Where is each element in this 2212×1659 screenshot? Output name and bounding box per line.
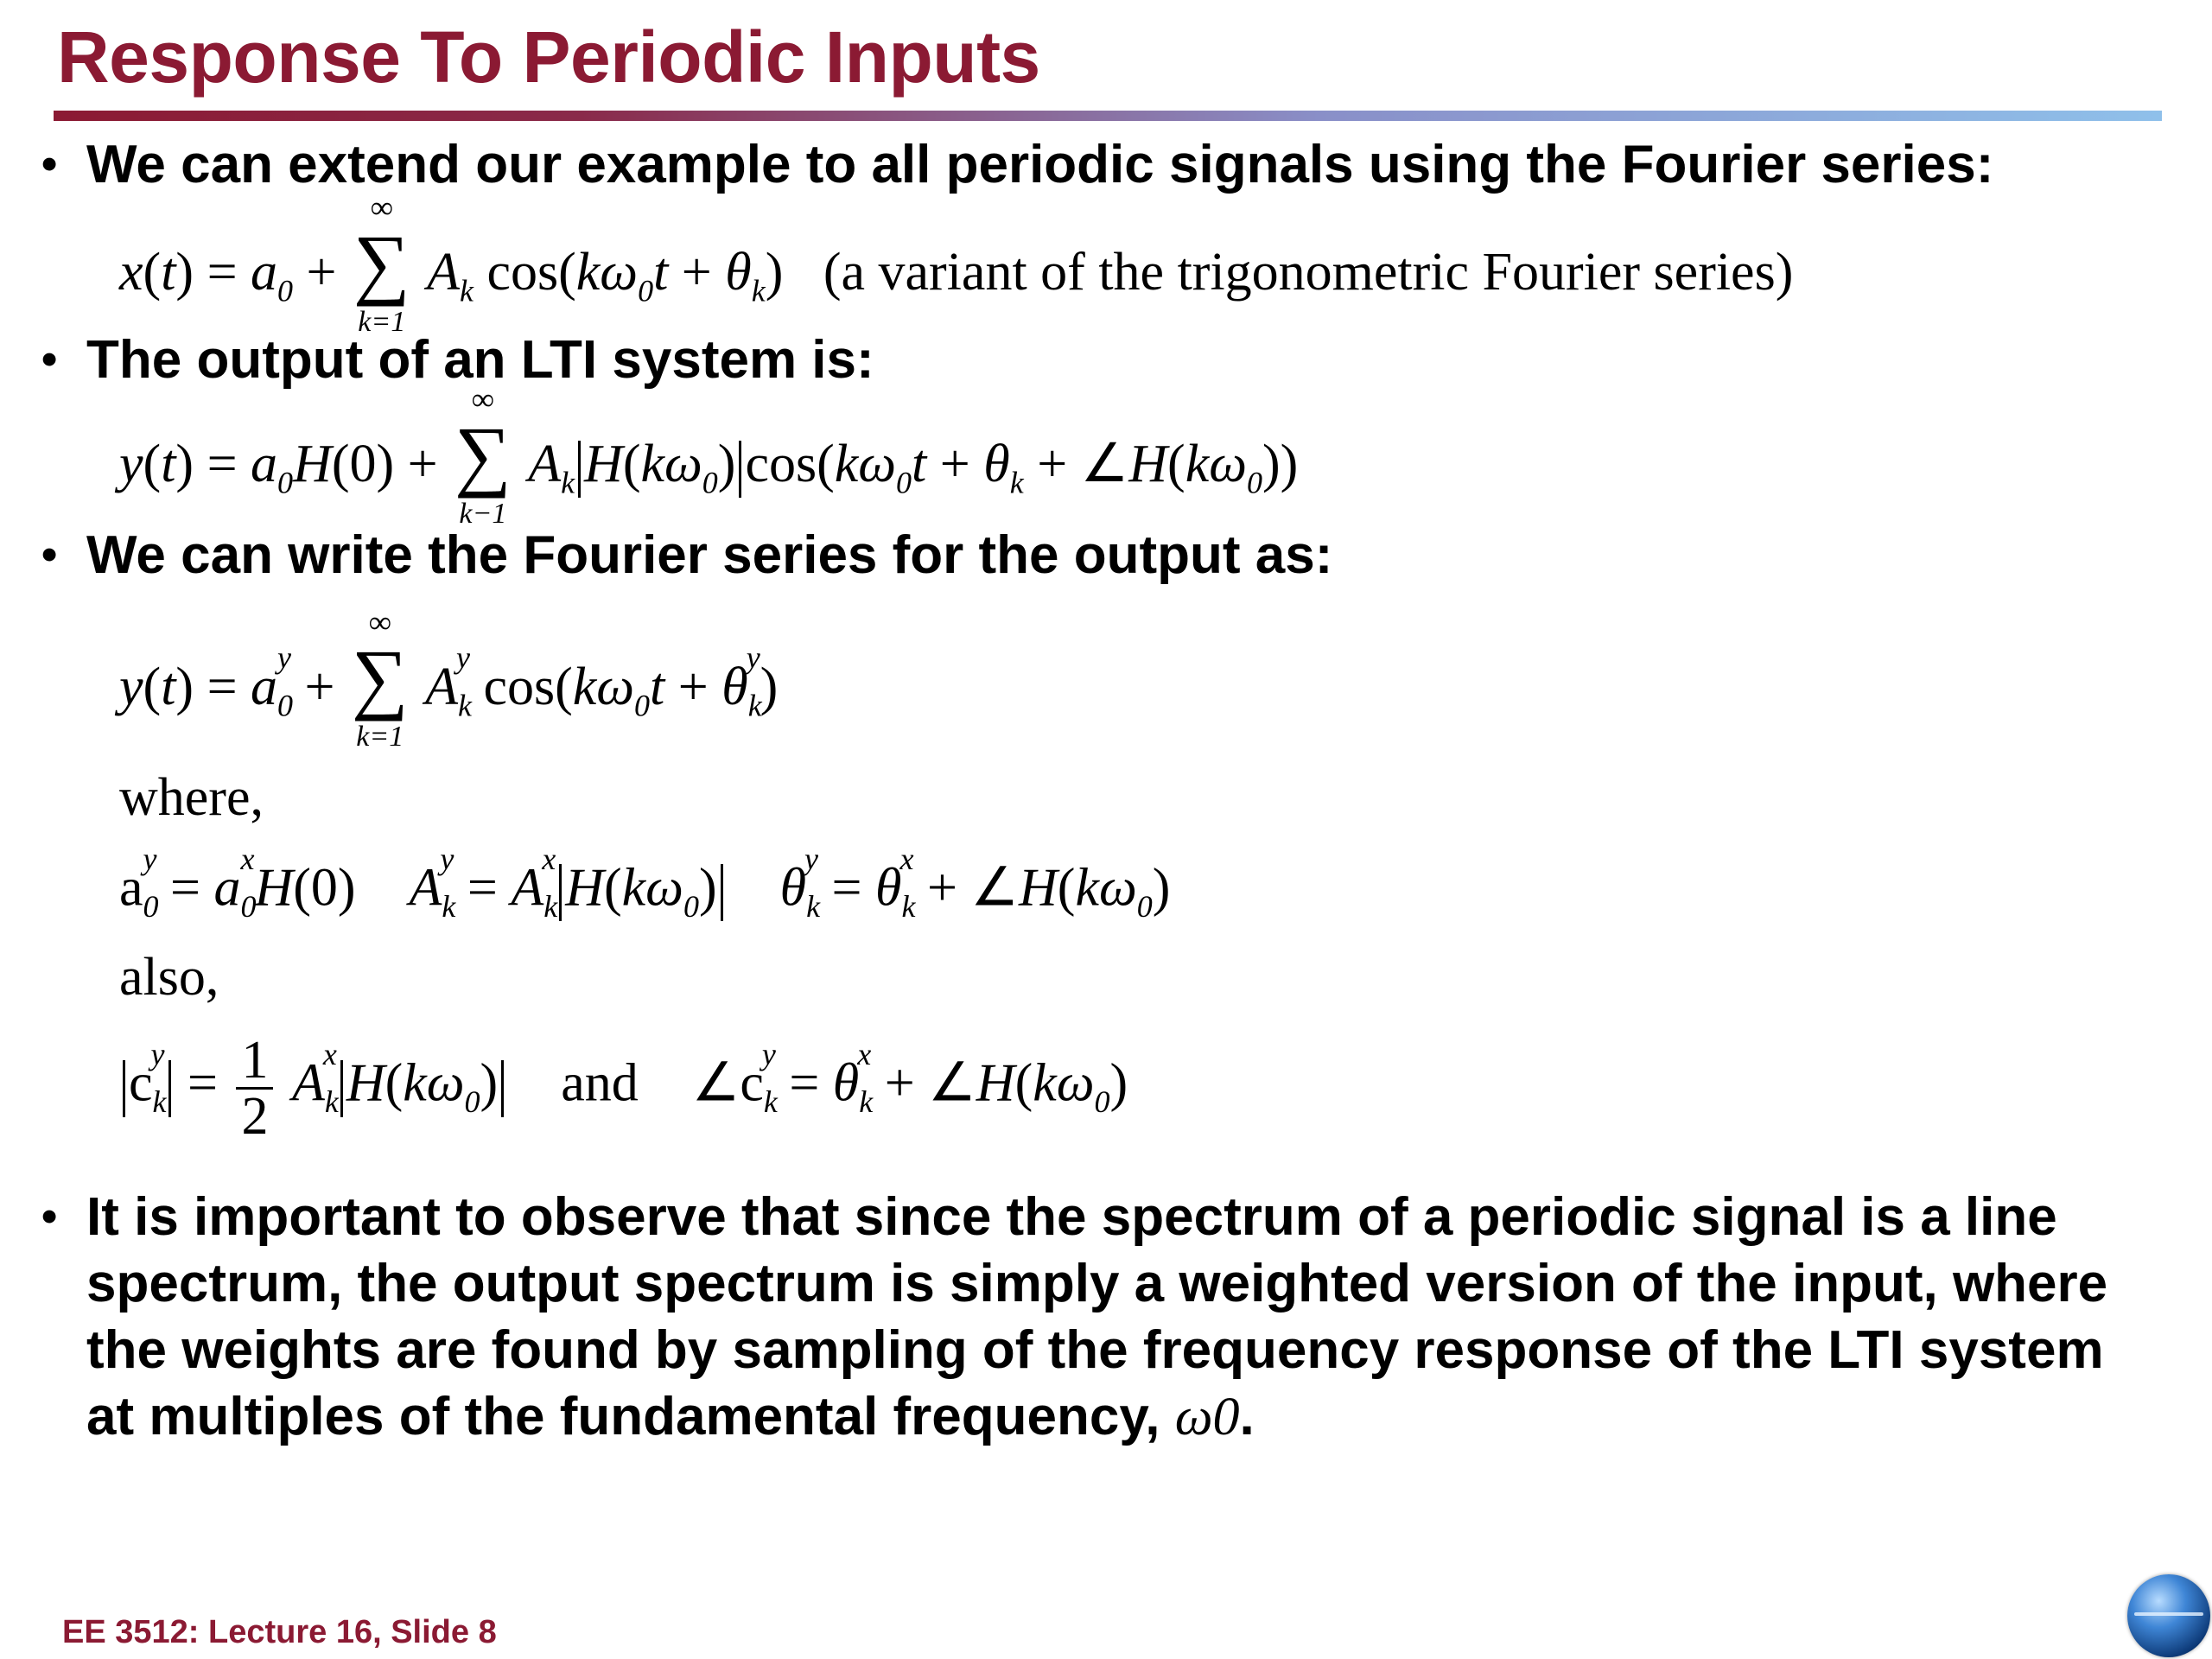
equation-complex-coefficients: $c_k^y$ = $\frac{1}{2}$ $A_k^x$ $H(k\omega_0)$ and $\angle c_k^y = \theta_k^x$ + $\angle H(k\omega_0)$ <box>119 1033 1128 1143</box>
one-half-fraction: $\frac{1}{2}$ <box>236 1033 273 1143</box>
summation-symbol: ∞ ∑ k=1 <box>353 190 410 338</box>
equation-input-fourier-series: $x(t) = a_0$ + ∞ ∑ k=1 $A_k$ $\cos(k\omega_0t + \theta_k)$ (a variant of the trigonometric Fourier series) <box>119 190 1794 338</box>
bullet-3 <box>41 522 2150 588</box>
bullet-icon: • <box>41 139 58 189</box>
bullet-4 <box>41 1184 2150 1451</box>
globe-logo-icon <box>2127 1574 2210 1657</box>
summation-symbol: ∞ ∑ k−1 <box>454 382 512 530</box>
slide-title: Response To Periodic Inputs <box>57 16 1040 98</box>
omega0-symbol: ω0 <box>1174 1388 1240 1446</box>
bullet-1 <box>41 131 2150 198</box>
bullet-1-text: We can extend our example to all periodic signals using the Fourier series: <box>86 135 1994 194</box>
bullet-icon: • <box>41 1192 58 1242</box>
equation-output-fourier-series: $y(t) = a_0^y$ + ∞ ∑ k=1 $A_k^y$ $\cos(k\omega_0t + \theta_k^y)$ <box>119 605 779 753</box>
bullet-3-text: We can write the Fourier series for the output as: <box>86 525 1333 585</box>
where-label: where, <box>119 768 264 827</box>
bullet-4-text: It is important to observe that since the spectrum of a periodic signal is a line spectrum, the output spectrum is simply a weighted version of the input, where the weights are found by sampling of the frequency response of the LTI system at multiples of the fundamental frequency, <box>86 1187 2108 1446</box>
slide-footer: EE 3512: Lecture 16, Slide 8 <box>62 1614 497 1650</box>
equation-lti-output: $y(t) = a_0H(0)$ + ∞ ∑ k−1 $A_k$ $H(k\omega_0) \cos(k\omega_0t + \theta_k$ + $\angle H(k\omega_0)$) <box>119 382 1299 530</box>
title-divider <box>54 111 2162 121</box>
bullet-icon: • <box>41 334 58 385</box>
fourier-series-note: (a variant of the trigonometric Fourier series) <box>823 243 1794 302</box>
bullet-icon: • <box>41 530 58 580</box>
also-label: also, <box>119 948 219 1007</box>
summation-symbol: ∞ ∑ k=1 <box>352 605 409 753</box>
bullet-4-period: . <box>1239 1387 1255 1446</box>
bullet-2-text: The output of an LTI system is: <box>86 330 874 390</box>
and-label: and <box>561 1053 639 1113</box>
bullet-2 <box>41 327 2150 393</box>
equation-coefficient-relations: $a_0^y = a_0^xH(0)$ $A_k^y = A_k^x$ $H(k\omega_0)$ $\theta_k^y = \theta_k^x$ + $\angle H(k\omega_0)$ <box>119 842 1171 925</box>
